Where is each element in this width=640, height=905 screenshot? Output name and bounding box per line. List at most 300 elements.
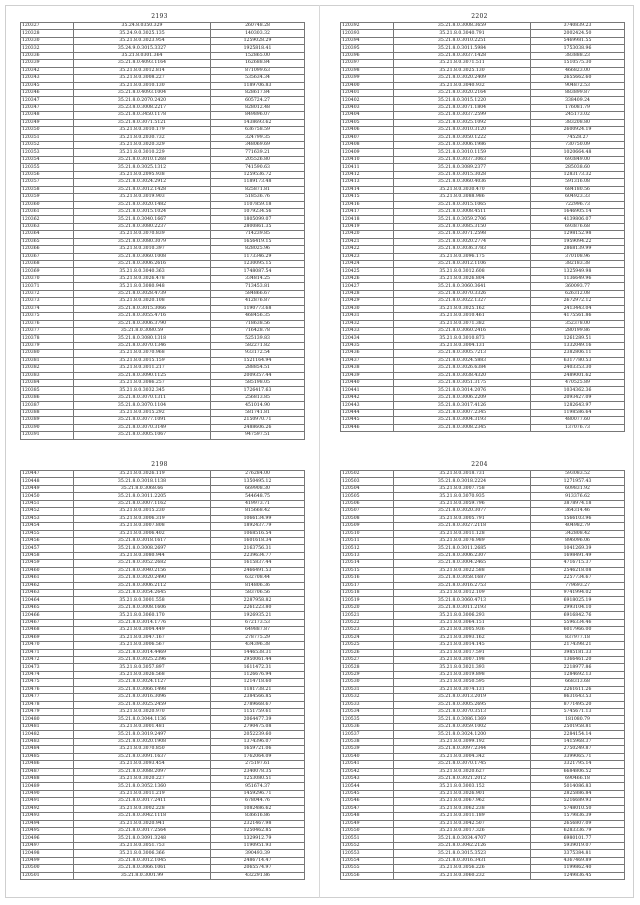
amount-cell: 584866.67 <box>211 290 305 297</box>
row-id-cell: 120546 <box>341 798 394 805</box>
table-row <box>341 149 625 156</box>
row-id-cell: 120434 <box>341 335 394 342</box>
amount-cell: 1271957.43 <box>531 478 625 485</box>
table-row <box>341 761 625 768</box>
amount-cell: 412876.87 <box>211 298 305 305</box>
row-id-cell: 120343 <box>21 75 74 82</box>
row-id-cell: 120351 <box>21 134 74 141</box>
code-cell: 35.21.8.0.3006.366 <box>74 850 211 857</box>
code-cell: 35.21.8.0.3003.152 <box>394 783 531 790</box>
table-row <box>341 820 625 827</box>
row-id-cell: 120523 <box>341 627 394 634</box>
row-id-cell: 120545 <box>341 790 394 797</box>
table-row <box>341 508 625 515</box>
row-id-cell: 120350 <box>21 127 74 134</box>
table-row <box>341 387 625 394</box>
table-row <box>21 872 305 879</box>
row-id-cell: 120549 <box>341 820 394 827</box>
table-row <box>21 649 305 656</box>
row-id-cell: 120332 <box>21 45 74 52</box>
row-id-cell: 120416 <box>341 201 394 208</box>
table-row <box>341 493 625 500</box>
row-id-cell: 120494 <box>21 820 74 827</box>
amount-cell: 6916842.76 <box>531 612 625 619</box>
code-cell: 35.21.8.0.3006.2616 <box>74 261 211 268</box>
code-cell: 35.21.8.0.4093.1004 <box>74 89 211 96</box>
amount-cell: 605724.27 <box>211 97 305 104</box>
table-row <box>341 597 625 604</box>
row-id-cell: 120492 <box>21 805 74 812</box>
table-row <box>21 350 305 357</box>
amount-cell: 451014.90 <box>211 402 305 409</box>
row-id-cell: 120339 <box>21 60 74 67</box>
table-row <box>21 335 305 342</box>
amount-cell: 2257734.67 <box>531 575 625 582</box>
table-row <box>341 790 625 797</box>
amount-cell: 581741.81 <box>211 409 305 416</box>
table-row <box>341 500 625 507</box>
amount-cell: 4367469.89 <box>531 857 625 864</box>
code-cell: 35.21.8.0.3070.935 <box>394 493 531 500</box>
code-cell: 35.21.8.0.3040.791 <box>394 30 531 37</box>
amount-cell: 1298152.98 <box>531 231 625 238</box>
code-cell: 35.21.8.0.3015.292 <box>74 409 211 416</box>
amount-cell: 2163756.31 <box>211 545 305 552</box>
amount-cell: 2993104.10 <box>531 604 625 611</box>
table-row <box>21 813 305 820</box>
amount-cell: 1656419.15 <box>211 238 305 245</box>
amount-cell: 370108.96 <box>531 253 625 260</box>
amount-cell: 1332049.16 <box>531 342 625 349</box>
row-id-cell: 120407 <box>341 134 394 141</box>
table-row <box>341 813 625 820</box>
row-id-cell: 120482 <box>21 731 74 738</box>
amount-cell: 678044.76 <box>211 798 305 805</box>
table-row <box>21 394 305 401</box>
row-id-cell: 120509 <box>341 523 394 530</box>
amount-cell: 466823.00 <box>531 67 625 74</box>
code-cell: 35.21.8.0.3007.758 <box>394 485 531 492</box>
code-cell: 35.21.8.0.3038.4320 <box>394 372 531 379</box>
table-row <box>21 783 305 790</box>
code-cell: 35.21.8.0.3015.1065 <box>394 201 531 208</box>
code-cell: 35.21.8.0.3014.145 <box>394 642 531 649</box>
row-id-cell: 120556 <box>341 872 394 879</box>
table-row <box>341 52 625 59</box>
row-id-cell: 120369 <box>21 268 74 275</box>
amount-cell: 1283173.32 <box>531 171 625 178</box>
amount-cell: 913376.62 <box>531 493 625 500</box>
row-id-cell: 120424 <box>341 261 394 268</box>
code-cell: 35.21.8.0.3060.1008 <box>74 253 211 260</box>
amount-cell: 815668.42 <box>211 508 305 515</box>
table-block-bottom-left <box>20 460 299 880</box>
code-cell: 35.21.8.0.3016.3431 <box>394 857 531 864</box>
table-row <box>21 560 305 567</box>
code-cell: 35.21.8.0.3010.3120 <box>394 127 531 134</box>
code-cell: 35.21.8.0.3010.397 <box>74 246 211 253</box>
table-row <box>21 634 305 641</box>
table-row <box>341 223 625 230</box>
row-id-cell: 120518 <box>341 590 394 597</box>
table-title: 2198 <box>151 461 168 468</box>
row-id-cell: 120538 <box>341 738 394 745</box>
code-cell: 35.21.8.0.3091.1637 <box>74 753 211 760</box>
code-cell: 35.21.8.0.3018.2224 <box>394 478 531 485</box>
table-row <box>21 679 305 686</box>
code-cell: 35.21.8.0.3070.850 <box>74 746 211 753</box>
table-row <box>21 671 305 678</box>
table-row <box>341 305 625 312</box>
row-id-cell: 120454 <box>21 523 74 530</box>
code-cell: 35.21.8.0.3020.108 <box>74 298 211 305</box>
amount-cell: 2789668.67 <box>211 701 305 708</box>
code-cell: 35.21.8.0.3025.162 <box>394 305 531 312</box>
amount-cell: 722996.73 <box>531 201 625 208</box>
table-row <box>341 298 625 305</box>
amount-cell: 544648.75 <box>211 493 305 500</box>
row-id-cell: 120541 <box>341 761 394 768</box>
row-id-cell: 120435 <box>341 342 394 349</box>
code-cell: 35.21.8.0.3025.1092 <box>394 119 531 126</box>
code-cell: 35.21.8.0.3008.3659 <box>394 23 531 30</box>
row-id-cell: 120404 <box>341 112 394 119</box>
code-cell: 35.21.8.0.3026.119 <box>74 471 211 478</box>
table-row <box>21 342 305 349</box>
amount-cell: 1082486.62 <box>211 805 305 812</box>
code-cell: 35.21.8.0.3080.3079 <box>74 238 211 245</box>
row-id-cell: 120439 <box>341 372 394 379</box>
amount-cell: 1230095.15 <box>211 261 305 268</box>
table-row <box>21 417 305 424</box>
row-id-cell: 120554 <box>341 857 394 864</box>
table-row <box>21 627 305 634</box>
amount-cell: 814806.36 <box>211 582 305 589</box>
data-table <box>340 22 625 432</box>
amount-cell: 1079234.56 <box>211 208 305 215</box>
row-id-cell: 120506 <box>341 500 394 507</box>
code-cell: 35.21.8.0.3022.1327 <box>394 298 531 305</box>
row-id-cell: 120374 <box>21 305 74 312</box>
table-row <box>341 694 625 701</box>
amount-cell: 278775.29 <box>211 634 305 641</box>
table-row <box>21 575 305 582</box>
row-id-cell: 120446 <box>341 424 394 431</box>
row-id-cell: 120442 <box>341 394 394 401</box>
code-cell: 35.21.8.0.3005.2695 <box>394 701 531 708</box>
table-row <box>341 835 625 842</box>
code-cell: 35.21.8.0.3015.230 <box>74 508 211 515</box>
row-id-cell: 120450 <box>21 493 74 500</box>
code-cell: 35.21.8.0.3010.873 <box>394 335 531 342</box>
row-id-cell: 120484 <box>21 746 74 753</box>
code-cell: 35.21.8.0.3037.2599 <box>394 112 531 119</box>
table-row <box>341 261 625 268</box>
table-row <box>21 327 305 334</box>
table-row <box>21 723 305 730</box>
row-id-cell: 120548 <box>341 813 394 820</box>
row-id-cell: 120382 <box>21 365 74 372</box>
table-row <box>341 753 625 760</box>
row-id-cell: 120371 <box>21 283 74 290</box>
row-id-cell: 120368 <box>21 261 74 268</box>
code-cell: 35.21.8.0.3042.1118 <box>74 813 211 820</box>
code-cell: 35.21.8.0.3028.4739 <box>74 290 211 297</box>
row-id-cell: 120469 <box>21 634 74 641</box>
table-row <box>341 320 625 327</box>
row-id-cell: 120485 <box>21 753 74 760</box>
row-id-cell: 120412 <box>341 171 394 178</box>
code-cell: 35.21.8.0.3010.1159 <box>394 149 531 156</box>
row-id-cell: 120384 <box>21 380 74 387</box>
code-cell: 35.21.8.0301.364 <box>74 52 211 59</box>
row-id-cell: 120455 <box>21 530 74 537</box>
row-id-cell: 120461 <box>21 575 74 582</box>
amount-cell: 2800861.35 <box>211 223 305 230</box>
row-id-cell: 120345 <box>21 82 74 89</box>
table-row <box>21 612 305 619</box>
row-id-cell: 120488 <box>21 775 74 782</box>
row-id-cell: 120505 <box>341 493 394 500</box>
row-id-cell: 120363 <box>21 223 74 230</box>
row-id-cell: 120544 <box>341 783 394 790</box>
amount-cell: 470525.89 <box>531 380 625 387</box>
table-row <box>341 716 625 723</box>
table-row <box>21 186 305 193</box>
amount-cell: 1249836.45 <box>531 872 625 879</box>
amount-cell: 904872.53 <box>531 82 625 89</box>
amount-cell: 1366461.20 <box>531 656 625 663</box>
code-cell: 35.21.8.0.3008.4511 <box>394 208 531 215</box>
code-cell: 35.21.8.0.3058.1687 <box>394 575 531 582</box>
row-id-cell: 120517 <box>341 582 394 589</box>
row-id-cell: 120441 <box>341 387 394 394</box>
code-cell: 35.21.8.0.3020.970 <box>74 709 211 716</box>
row-id-cell: 120398 <box>341 67 394 74</box>
row-id-cell: 120352 <box>21 142 74 149</box>
row-id-cell: 120451 <box>21 500 74 507</box>
row-id-cell: 120493 <box>21 813 74 820</box>
amount-cell: 1020664.48 <box>531 149 625 156</box>
code-cell: 35.21.8.0.3060.232 <box>394 872 531 879</box>
code-cell: 35.21.8.0.3011.189 <box>394 813 531 820</box>
amount-cell: 1726417.63 <box>211 387 305 394</box>
amount-cell: 2093427.09 <box>531 394 625 401</box>
row-id-cell: 120432 <box>341 320 394 327</box>
amount-cell: 383888.23 <box>531 52 625 59</box>
table-row <box>21 850 305 857</box>
amount-cell: 2790475.08 <box>211 723 305 730</box>
code-cell: 35.21.8.0.3006.2209 <box>394 394 531 401</box>
table-row <box>341 380 625 387</box>
amount-cell: 205526.80 <box>211 156 305 163</box>
row-id-cell: 120419 <box>341 223 394 230</box>
amount-cell: 2488606.26 <box>211 424 305 431</box>
amount-cell: 1041269.39 <box>531 545 625 552</box>
amount-cell: 2065574.97 <box>211 865 305 872</box>
row-id-cell: 120328 <box>21 30 74 37</box>
table-row <box>341 560 625 567</box>
amount-cell: 4716715.37 <box>531 560 625 567</box>
amount-cell: 2384566.85 <box>211 694 305 701</box>
code-cell: 35.21.8.0.3014.1776 <box>74 619 211 626</box>
row-id-cell: 120495 <box>21 828 74 835</box>
code-cell: 35.21.8.0.3011.2205 <box>74 493 211 500</box>
code-cell: 35.21.8.0.3093.454 <box>74 761 211 768</box>
amount-cell: 1261289.51 <box>531 335 625 342</box>
amount-cell: 713453.81 <box>211 283 305 290</box>
row-id-cell: 120466 <box>21 612 74 619</box>
table-row <box>341 424 625 431</box>
row-id-cell: 120397 <box>341 60 394 67</box>
code-cell: 35.21.8.0.3070.1311 <box>74 394 211 401</box>
amount-cell: 632708.44 <box>211 575 305 582</box>
code-cell: 35.21.8.0.3066.1061 <box>74 865 211 872</box>
code-cell: 35.21.8.0.3025.2459 <box>74 701 211 708</box>
row-id-cell: 120390 <box>21 424 74 431</box>
amount-cell: 1611472.31 <box>211 664 305 671</box>
amount-cell: 582271.82 <box>211 342 305 349</box>
code-cell: 35.21.8.0.3070.1346 <box>74 342 211 349</box>
row-id-cell: 120534 <box>341 709 394 716</box>
row-id-cell: 120553 <box>341 850 394 857</box>
amount-cell: 3740839.23 <box>531 23 625 30</box>
code-cell: 35.21.8.0.3042.507 <box>394 820 531 827</box>
code-cell: 35.21.8.0.3027.2118 <box>394 523 531 530</box>
code-cell: 35.21.8.0.3014.2076 <box>394 387 531 394</box>
amount-cell: 1446538.31 <box>211 649 305 656</box>
amount-cell: 3375384.81 <box>531 850 625 857</box>
table-row <box>21 275 305 282</box>
amount-cell: 693876.68 <box>531 223 625 230</box>
table-row <box>21 842 305 849</box>
amount-cell: 4175561.86 <box>531 313 625 320</box>
table-row <box>21 290 305 297</box>
table-row <box>21 238 305 245</box>
table-row <box>341 365 625 372</box>
amount-cell: 334814.25 <box>211 275 305 282</box>
row-id-cell: 120347 <box>21 104 74 111</box>
amount-cell: 2466491.53 <box>211 567 305 574</box>
table-row <box>21 75 305 82</box>
table-row <box>341 246 625 253</box>
table-row <box>341 612 625 619</box>
row-id-cell: 120496 <box>21 835 74 842</box>
table-row <box>341 283 625 290</box>
row-id-cell: 120465 <box>21 604 74 611</box>
row-id-cell: 120539 <box>341 746 394 753</box>
row-id-cell: 120526 <box>341 649 394 656</box>
row-id-cell: 120555 <box>341 865 394 872</box>
row-id-cell: 120458 <box>21 552 74 559</box>
amount-cell: 3878974.18 <box>531 500 625 507</box>
code-cell: 35.21.8.0.3010.1268 <box>74 156 211 163</box>
row-id-cell: 120372 <box>21 290 74 297</box>
code-cell: 35.21.8.0.3023.954 <box>74 37 211 44</box>
code-cell: 35.21.8.0.3052.2682 <box>74 560 211 567</box>
table-row <box>21 149 305 156</box>
amount-cell: 672173.53 <box>211 619 305 626</box>
code-cell: 35.21.8.0.3071.2598 <box>394 231 531 238</box>
code-cell: 35.21.8.0.3071.382 <box>394 320 531 327</box>
table-row <box>341 664 625 671</box>
amount-cell: 1926935.21 <box>211 612 305 619</box>
code-cell: 35.21.8.0.3007.2345 <box>394 409 531 416</box>
amount-cell: 716428.78 <box>211 327 305 334</box>
amount-cell: 1615837.44 <box>211 560 305 567</box>
code-cell: 35.21.8.0.3020.1908 <box>74 738 211 745</box>
table-row <box>341 805 625 812</box>
table-row <box>341 82 625 89</box>
amount-cell: 1753038.96 <box>531 45 625 52</box>
table-row <box>341 179 625 186</box>
amount-cell: 245173.02 <box>531 112 625 119</box>
row-id-cell: 120512 <box>341 545 394 552</box>
row-id-cell: 120460 <box>21 567 74 574</box>
row-id-cell: 120536 <box>341 723 394 730</box>
amount-cell: 951674.37 <box>211 783 305 790</box>
table-row <box>341 290 625 297</box>
amount-cell: 1126676.94 <box>211 671 305 678</box>
amount-cell: 2261611.26 <box>531 686 625 693</box>
code-cell: 35.21.8.0.3074.131 <box>394 686 531 693</box>
row-id-cell: 120388 <box>21 409 74 416</box>
code-cell: 35.21.8.0.3067.962 <box>394 798 531 805</box>
row-id-cell: 120349 <box>21 119 74 126</box>
table-row <box>21 45 305 52</box>
row-id-cell: 120452 <box>21 508 74 515</box>
code-cell: 35.21.8.0.3004.342 <box>394 753 531 760</box>
table-row <box>341 186 625 193</box>
row-id-cell: 120383 <box>21 372 74 379</box>
table-row <box>341 127 625 134</box>
table-row <box>21 142 305 149</box>
code-cell: 35.21.8.0.3088.986 <box>394 194 531 201</box>
amount-cell: 535634.34 <box>211 75 305 82</box>
amount-cell: 1107859.18 <box>211 201 305 208</box>
row-id-cell: 120444 <box>341 409 394 416</box>
table-row <box>341 67 625 74</box>
code-cell: 35.21.8.0.3070.968 <box>74 350 211 357</box>
table-row <box>21 201 305 208</box>
table-row <box>21 134 305 141</box>
code-cell: 35.21.8.0.3004.2465 <box>394 560 531 567</box>
amount-cell: 828617.84 <box>211 89 305 96</box>
amount-cell: 6918025.19 <box>531 597 625 604</box>
amount-cell: 2150970.71 <box>211 417 305 424</box>
amount-cell: 6684806.52 <box>531 768 625 775</box>
amount-cell: 1459296.71 <box>211 790 305 797</box>
code-cell: 35.21.8.0.3016.3096 <box>74 694 211 701</box>
row-id-cell: 120327 <box>21 23 74 30</box>
table-row <box>21 805 305 812</box>
row-id-cell: 120367 <box>21 253 74 260</box>
row-id-cell: 120406 <box>341 127 394 134</box>
row-id-cell: 120355 <box>21 164 74 171</box>
row-id-cell: 120525 <box>341 642 394 649</box>
row-id-cell: 120378 <box>21 335 74 342</box>
code-cell: 35.21.8.0.3007.1162 <box>74 500 211 507</box>
row-id-cell: 120361 <box>21 208 74 215</box>
row-id-cell: 120475 <box>21 679 74 686</box>
amount-cell: 419973.71 <box>211 500 305 507</box>
amount-cell: 275197.61 <box>211 761 305 768</box>
amount-cell: 285038.60 <box>531 164 625 171</box>
code-cell: 35.21.8.0.3017.2564 <box>74 828 211 835</box>
code-cell: 35.21.8.0.3020.627 <box>394 768 531 775</box>
table-row <box>21 164 305 171</box>
row-id-cell: 120377 <box>21 327 74 334</box>
